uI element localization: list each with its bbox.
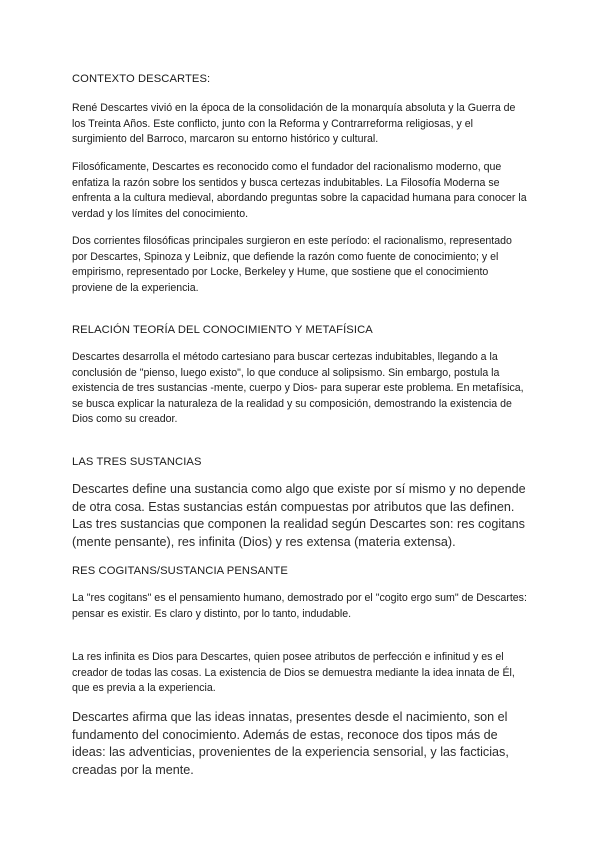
paragraph-contexto-filosofico: Filosóficamente, Descartes es reconocido como el fundador del racionalismo moderno, que enfatiza la razón sobre los sentidos y busca certezas indubitables. La Filosofía Moderna se enfrenta a la cultura medieval, abordando preguntas sobre la capacidad humana para conocer la verdad y los límites del conocimiento. — [72, 161, 527, 220]
section-heading-sustancias: LAS TRES SUSTANCIAS — [72, 456, 202, 468]
section-heading-relacion: RELACIÓN TEORÍA DEL CONOCIMIENTO Y METAFÍSICA — [72, 324, 373, 336]
section-heading-res-cogitans: RES COGITANS/SUSTANCIA PENSANTE — [72, 565, 288, 577]
paragraph-corrientes-filosoficas: Dos corrientes filosóficas principales surgieron en este período: el racionalismo, representado por Descartes, Spinoza y Leibniz, que defiende la razón como fuente de conocimiento; y el empirismo, representado por Locke, Berkeley y Hume, que sostiene que el conocimiento proviene de la experiencia. — [72, 235, 512, 294]
paragraph-definicion-sustancia: Descartes define una sustancia como algo que existe por sí mismo y no depende de otra cosa. Estas sustancias están compuestas por atributos que las definen. Las tres sustancias que componen la realidad según Descartes son: res cogitans (mente pensante), res infinita (Dios) y res extensa (materia extensa). — [72, 482, 526, 549]
paragraph-contexto-historico: René Descartes vivió en la época de la consolidación de la monarquía absoluta y la Guerra de los Treinta Años. Este conflicto, junto con la Reforma y Contrarreforma religiosas, y el surgimiento del Barroco, marcaron su entorno histórico y cultural. — [72, 102, 516, 146]
paragraph-res-cogitans: La "res cogitans" es el pensamiento humano, demostrado por el "cogito ergo sum" de Descartes: pensar es existir. Es claro y distinto, por lo tanto, indudable. — [72, 592, 527, 620]
section-heading-contexto: CONTEXTO DESCARTES: — [72, 73, 211, 85]
paragraph-ideas-innatas: Descartes afirma que las ideas innatas, presentes desde el nacimiento, son el fundamento del conocimiento. Además de estas, reconoce dos tipos más de ideas: las adventicias, provenientes de la experiencia sensorial, y las facticias, creadas por la mente. — [72, 710, 509, 777]
paragraph-metodo-cartesiano: Descartes desarrolla el método cartesiano para buscar certezas indubitables, llegando a la conclusión de "pienso, luego existo", lo que conduce al solipsismo. Sin embargo, postula la existencia de tres sustancias -mente, cuerpo y Dios- para superar este problema. En metafísica, se busca explicar la naturaleza de la realidad y su composición, demostrando la existencia de Dios como su creador. — [72, 351, 524, 426]
paragraph-res-infinita: La res infinita es Dios para Descartes, quien posee atributos de perfección e infinitud y es el creador de todas las cosas. La existencia de Dios se demuestra mediante la idea innata de Él, que es previa a la experiencia. — [72, 651, 515, 695]
